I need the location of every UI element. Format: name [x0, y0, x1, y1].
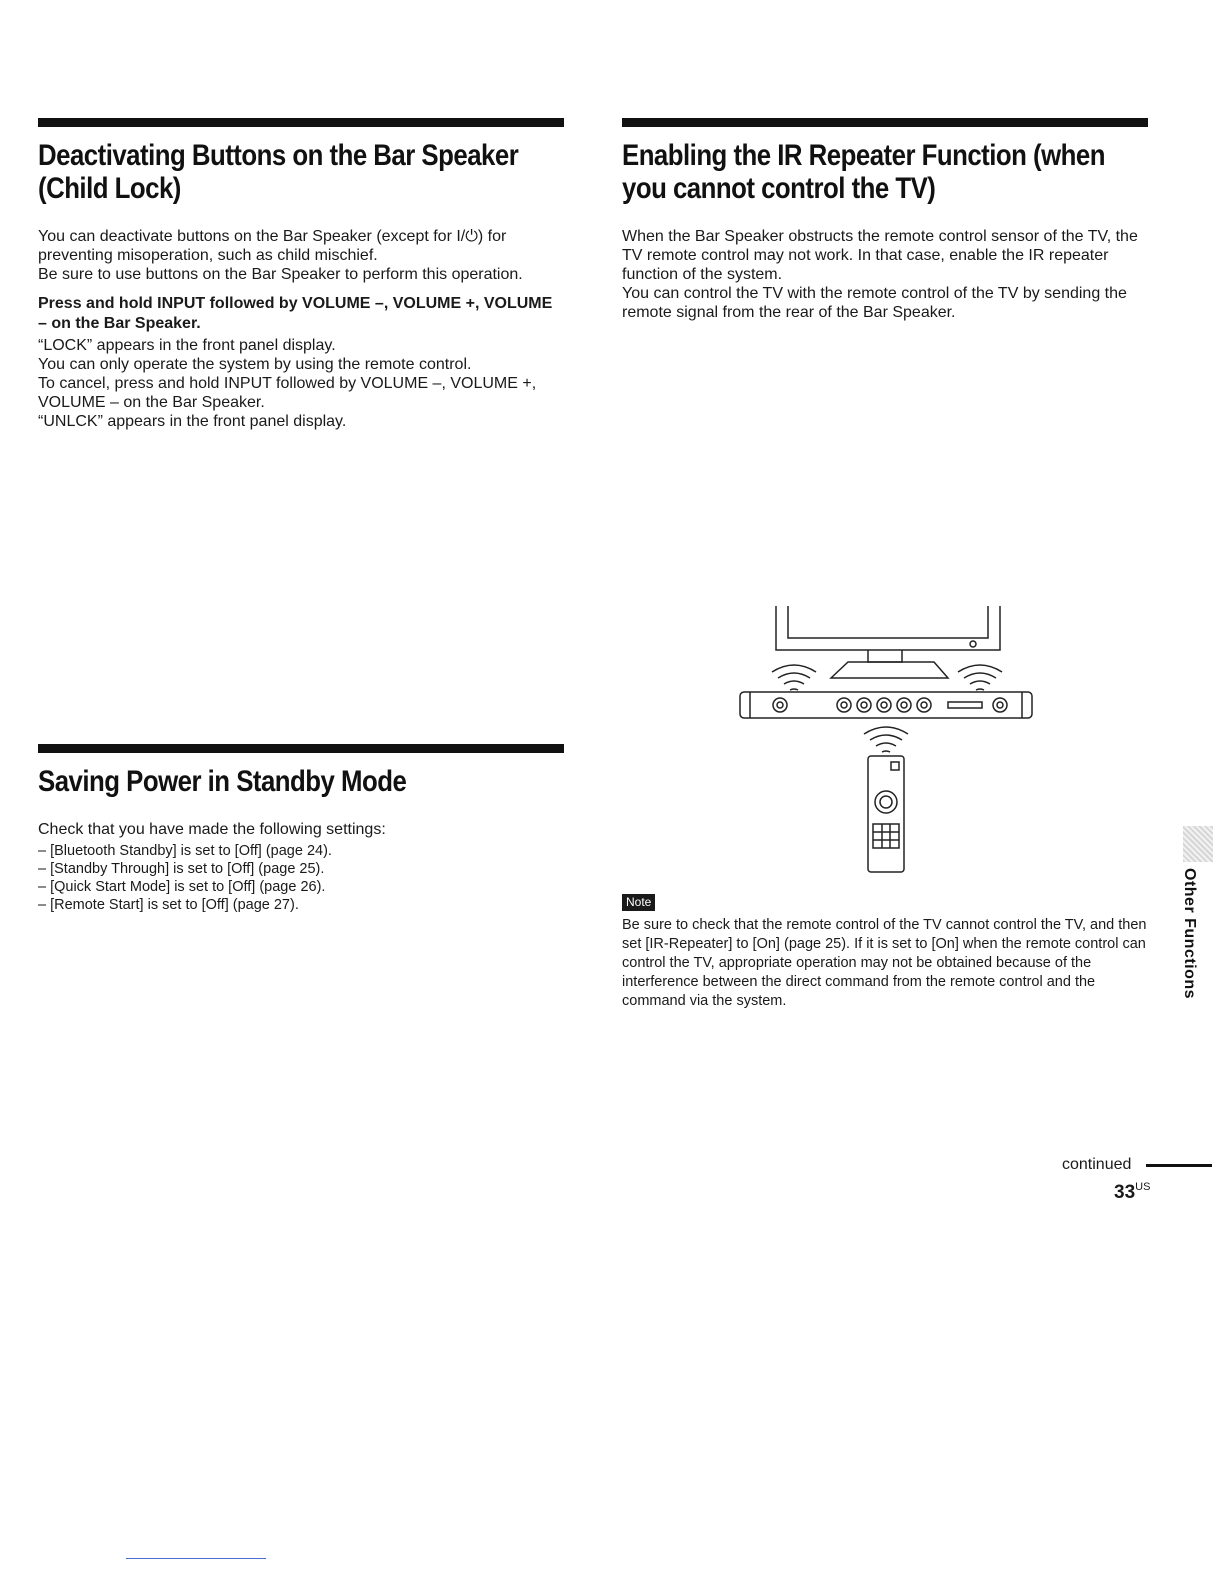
standby-list: [38, 842, 564, 914]
child-lock-intro-2: Be sure to use buttons on the Bar Speaker to perform this operation.: [38, 266, 523, 283]
left-column: [38, 118, 564, 431]
side-tab-label: Other Functions: [1181, 868, 1198, 1000]
side-tab-marker: [1183, 826, 1213, 862]
child-lock-result-1: “LOCK” appears in the front panel display.: [38, 337, 336, 354]
right-column: [622, 118, 1148, 322]
continued-label: continued: [1062, 1156, 1132, 1173]
ir-repeater-heading: Enabling the IR Repeater Function (when you cannot control the TV): [622, 139, 1106, 205]
page-number-suffix: US: [1135, 1181, 1151, 1193]
standby-section: [38, 744, 564, 914]
child-lock-result-4: “UNLCK” appears in the front panel display.: [38, 413, 347, 430]
child-lock-result-2: You can only operate the system by using the remote control.: [38, 356, 472, 373]
section-rule: [38, 744, 564, 753]
ir-repeater-illustration: [736, 606, 1036, 876]
signal-waves-icon: [772, 665, 816, 690]
remote-control-icon: [868, 756, 904, 872]
child-lock-heading: Deactivating Buttons on the Bar Speaker (Child Lock): [38, 139, 519, 205]
child-lock-result-3: To cancel, press and hold INPUT followed by VOLUME –, VOLUME +, VOLUME – on the Bar Speaker.: [38, 375, 537, 411]
signal-waves-icon: [864, 727, 908, 752]
standby-intro: Check that you have made the following settings:: [38, 821, 386, 838]
bar-speaker-icon: [740, 692, 1032, 718]
standby-item: – [Remote Start] is set to [Off] (page 27).: [38, 897, 299, 913]
standby-item: – [Quick Start Mode] is set to [Off] (page 26).: [38, 879, 326, 895]
child-lock-intro-1: You can deactivate buttons on the Bar Speaker (except for I/⏻) for preventing misoperation, such as child mischief.: [38, 228, 507, 264]
ir-repeater-intro-1: When the Bar Speaker obstructs the remote control sensor of the TV, the TV remote control may not work. In that case, enable the IR repeater function of the system.: [622, 228, 1138, 283]
signal-waves-icon: [958, 665, 1002, 690]
standby-heading: Saving Power in Standby Mode: [38, 765, 407, 798]
child-lock-step: Press and hold INPUT followed by VOLUME –, VOLUME +, VOLUME – on the Bar Speaker.: [38, 295, 553, 332]
standby-item: – [Standby Through] is set to [Off] (page 25).: [38, 861, 325, 877]
continued-rule: [1146, 1164, 1212, 1167]
section-rule: [622, 118, 1148, 127]
bottom-divider: [126, 1558, 266, 1559]
note-text: Be sure to check that the remote control of the TV cannot control the TV, and then set [IR-Repeater] to [On] (page 25). If it is set to [On] when the remote control can control the TV, appropriate operation may not be obtained because of the interference between the direct command from the remote control and the command via the system.: [622, 917, 1147, 1009]
standby-item: – [Bluetooth Standby] is set to [Off] (page 24).: [38, 843, 332, 859]
page-number: [1114, 1182, 1150, 1204]
section-rule: [38, 118, 564, 127]
ir-repeater-intro-2: You can control the TV with the remote control of the TV by sending the remote signal from the rear of the Bar Speaker.: [622, 285, 1127, 321]
page-number-value: 33: [1114, 1182, 1136, 1203]
note-badge: Note: [622, 894, 655, 911]
